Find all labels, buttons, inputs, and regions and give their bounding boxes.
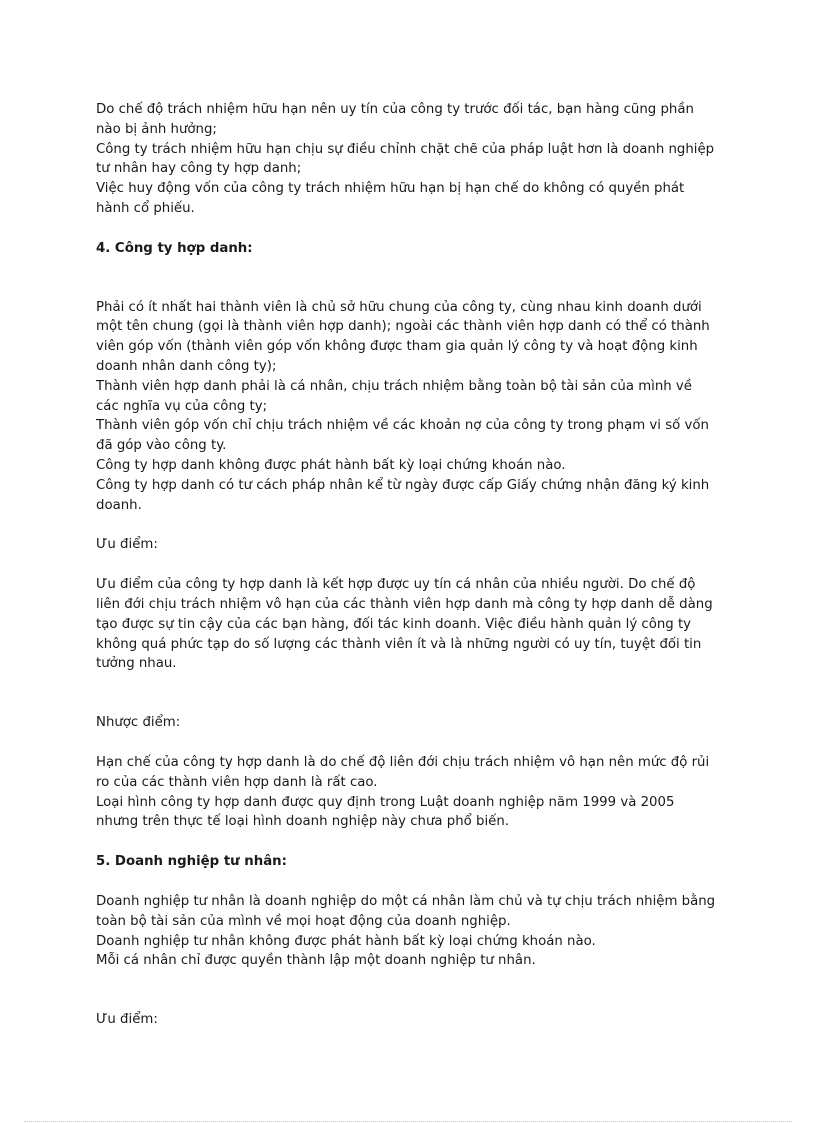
text-line: Doanh nghiệp tư nhân là doanh nghiệp do một cá nhân làm chủ và tự chịu trách nhiệm bằng — [96, 893, 716, 909]
section-4-pros — [96, 575, 736, 674]
text-line: nào bị ảnh hưởng; — [96, 121, 217, 137]
text-line: nhưng trên thực tế loại hình doanh nghiệp này chưa phổ biến. — [96, 814, 509, 830]
text-line: Công ty hợp danh không được phát hành bất kỳ loại chứng khoán nào. — [96, 457, 566, 473]
text-line: tạo được sự tin cậy của các bạn hàng, đối tác kinh doanh. Việc điều hành quản lý công ty — [96, 616, 692, 632]
text-line: không quá phức tạp do số lượng các thành viên ít và là những người có uy tín, tuyệt đối tin — [96, 636, 702, 652]
text-line: Công ty hợp danh có tư cách pháp nhân kể từ ngày được cấp Giấy chứng nhận đăng ký kinh — [96, 477, 710, 493]
text-line: Thành viên hợp danh phải là cá nhân, chịu trách nhiệm bằng toàn bộ tài sản của mình về — [96, 378, 692, 394]
text-line: Loại hình công ty hợp danh được quy định trong Luật doanh nghiệp năm 1999 và 2005 — [96, 794, 675, 810]
text-line: tưởng nhau. — [96, 656, 177, 672]
intro-paragraph — [96, 100, 736, 219]
text-line: ro của các thành viên hợp danh là rất cao. — [96, 774, 378, 790]
text-line: Do chế độ trách nhiệm hữu hạn nên uy tín của công ty trước đối tác, bạn hàng cũng phần — [96, 102, 694, 117]
text-line: toàn bộ tài sản của mình về mọi hoạt động của doanh nghiệp. — [96, 913, 511, 929]
document-page — [96, 100, 736, 1030]
text-line: liên đới chịu trách nhiệm vô hạn của các thành viên hợp danh mà công ty hợp danh dễ dàng — [96, 596, 713, 612]
text-line: Thành viên góp vốn chỉ chịu trách nhiệm về các khoản nợ của công ty trong phạm vi số vốn — [96, 418, 709, 434]
text-line: Phải có ít nhất hai thành viên là chủ sở hữu chung của công ty, cùng nhau kinh doanh dưới — [96, 299, 702, 315]
text-line: Hạn chế của công ty hợp danh là do chế độ liên đới chịu trách nhiệm vô hạn nên mức độ rủi — [96, 754, 710, 770]
section-5-pros-label: Ưu điểm: — [96, 1012, 158, 1028]
text-line: tư nhân hay công ty hợp danh; — [96, 161, 302, 177]
text-line: Việc huy động vốn của công ty trách nhiệm hữu hạn bị hạn chế do không có quyền phát — [96, 181, 685, 197]
text-line: một tên chung (gọi là thành viên hợp danh); ngoài các thành viên hợp danh có thể có thành — [96, 319, 710, 335]
page-bottom-divider — [24, 1121, 792, 1122]
section-4-cons-label: Nhược điểm: — [96, 715, 181, 731]
section-5-heading: 5. Doanh nghiệp tư nhân: — [96, 854, 287, 870]
text-line: Mỗi cá nhân chỉ được quyền thành lập một doanh nghiệp tư nhân. — [96, 953, 536, 969]
section-4-body — [96, 298, 736, 516]
section-4-pros-label: Ưu điểm: — [96, 537, 158, 553]
text-line: Công ty trách nhiệm hữu hạn chịu sự điều chỉnh chặt chẽ của pháp luật hơn là doanh nghiệp — [96, 141, 715, 157]
text-line: Doanh nghiệp tư nhân không được phát hành bất kỳ loại chứng khoán nào. — [96, 933, 596, 949]
text-line: đã góp vào công ty. — [96, 438, 227, 454]
text-line: doanh. — [96, 497, 142, 513]
text-line: viên góp vốn (thành viên góp vốn không được tham gia quản lý công ty và hoạt động kinh — [96, 339, 698, 355]
text-line: Ưu điểm của công ty hợp danh là kết hợp được uy tín cá nhân của nhiều người. Do chế độ — [96, 577, 696, 593]
text-line: hành cổ phiếu. — [96, 200, 195, 216]
section-4-cons — [96, 753, 736, 832]
section-4-heading: 4. Công ty hợp danh: — [96, 240, 253, 256]
section-5-body — [96, 892, 736, 971]
text-line: doanh nhân danh công ty); — [96, 358, 277, 374]
text-line: các nghĩa vụ của công ty; — [96, 398, 268, 414]
